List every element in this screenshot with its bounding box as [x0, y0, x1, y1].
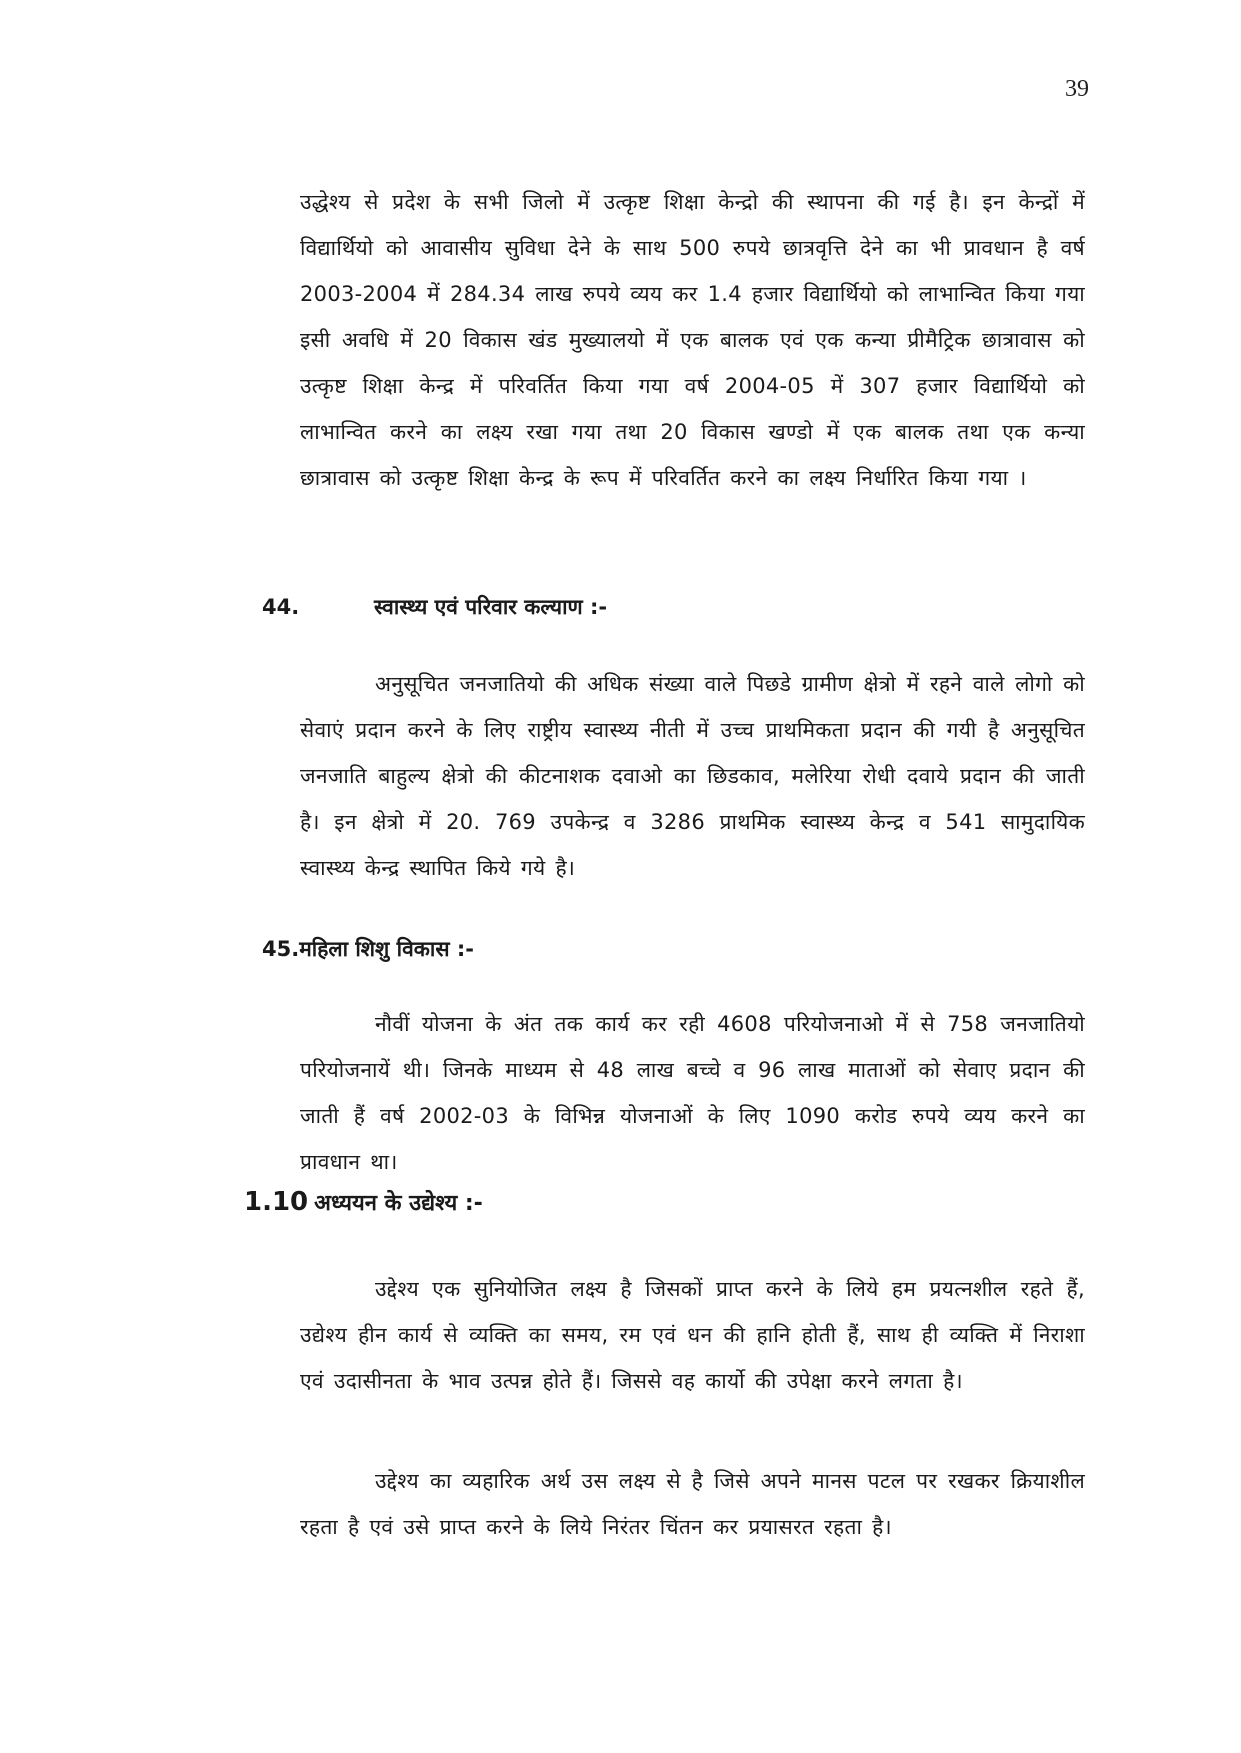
- paragraph-women-child-development: नौवीं योजना के अंत तक कार्य कर रही 4608 परियोजनाओ में से 758 जनजातियो परियोजनायें थी। जिनके माध्यम से 48 लाख बच्चे व 96 लाख माताओं को सेवाए प्रदान की जाती हैं वर्ष 2002-03 के विभिन्न योजनाओं के लिए 1090 करोड रुपये व्यय करने का प्रावधान था।: [300, 1012, 1085, 1174]
- section-number: 44.: [262, 595, 300, 619]
- section-heading-1-10: [244, 1187, 483, 1219]
- section-heading-45: [262, 934, 474, 964]
- paragraph-health-welfare: अनुसूचित जनजातियो की अधिक संख्या वाले पिछडे ग्रामीण क्षेत्रो में रहने वाले लोगो को सेवाएं प्रदान करने के लिए राष्ट्रीय स्वास्थ्य नीती में उच्च प्राथमिकता प्रदान की गयी है अनुसूचित जनजाति बाहुल्य क्षेत्रो की कीटनाशक दवाओ का छिडकाव, मलेरिया रोधी दवाये प्रदान की जाती है। इन क्षेत्रो में 20. 769 उपकेन्द्र व 3286 प्राथमिक स्वास्थ्य केन्द्र व 541 सामुदायिक स्वास्थ्य केन्द्र स्थापित किये गये है।: [300, 672, 1085, 880]
- section-title: महिला शिशु विकास :-: [299, 937, 474, 961]
- section-number: 1.10: [244, 1187, 309, 1217]
- section-number: 45.: [262, 937, 300, 961]
- paragraph-education-centres: उद्धेश्य से प्रदेश के सभी जिलो में उत्कृष्ट शिक्षा केन्द्रो की स्थापना की गई है। इन केन्द्रों में विद्यार्थियो को आवासीय सुविधा देने के साथ 500 रुपये छात्रवृत्ति देने का भी प्रावधान है वर्ष 2003-2004 में 284.34 लाख रुपये व्यय कर 1.4 हजार विद्यार्थियो को लाभान्वित किया गया इसी अवधि में 20 विकास खंड मुख्यालयो में एक बालक एवं एक कन्या प्रीमैट्रिक छात्रावास को उत्कृष्ट शिक्षा केन्द्र में परिवर्तित किया गया वर्ष 2004-05 में 307 हजार विद्यार्थियो को लाभान्वित करने का लक्ष्य रखा गया तथा 20 विकास खण्डो में एक बालक तथा एक कन्या छात्रावास को उत्कृष्ट शिक्षा केन्द्र के रूप में परिवर्तित करने का लक्ष्य निर्धारित किया गया ।: [300, 190, 1086, 490]
- page-number: 39: [1065, 76, 1089, 102]
- section-heading-44: [262, 592, 607, 622]
- paragraph-study-objectives-2: उद्देश्य का व्यहारिक अर्थ उस लक्ष्य से है जिसे अपने मानस पटल पर रखकर क्रियाशील रहता है एवं उसे प्राप्त करने के लिये निरंतर चिंतन कर प्रयासरत रहता है।: [300, 1469, 1085, 1539]
- paragraph-study-objectives-1: उद्देश्य एक सुनियोजित लक्ष्य है जिसकों प्राप्त करने के लिये हम प्रयत्नशील रहते हैं, उद्येश्य हीन कार्य से व्यक्ति का समय, रम एवं धन की हानि होती हैं, साथ ही व्यक्ति में निराशा एवं उदासीनता के भाव उत्पन्न होते हैं। जिससे वह कार्यो की उपेक्षा करने लगता है।: [300, 1277, 1085, 1393]
- section-title: स्वास्थ्य एवं परिवार कल्याण :-: [374, 595, 608, 619]
- section-title: अध्ययन के उद्येश्य :-: [314, 1191, 483, 1216]
